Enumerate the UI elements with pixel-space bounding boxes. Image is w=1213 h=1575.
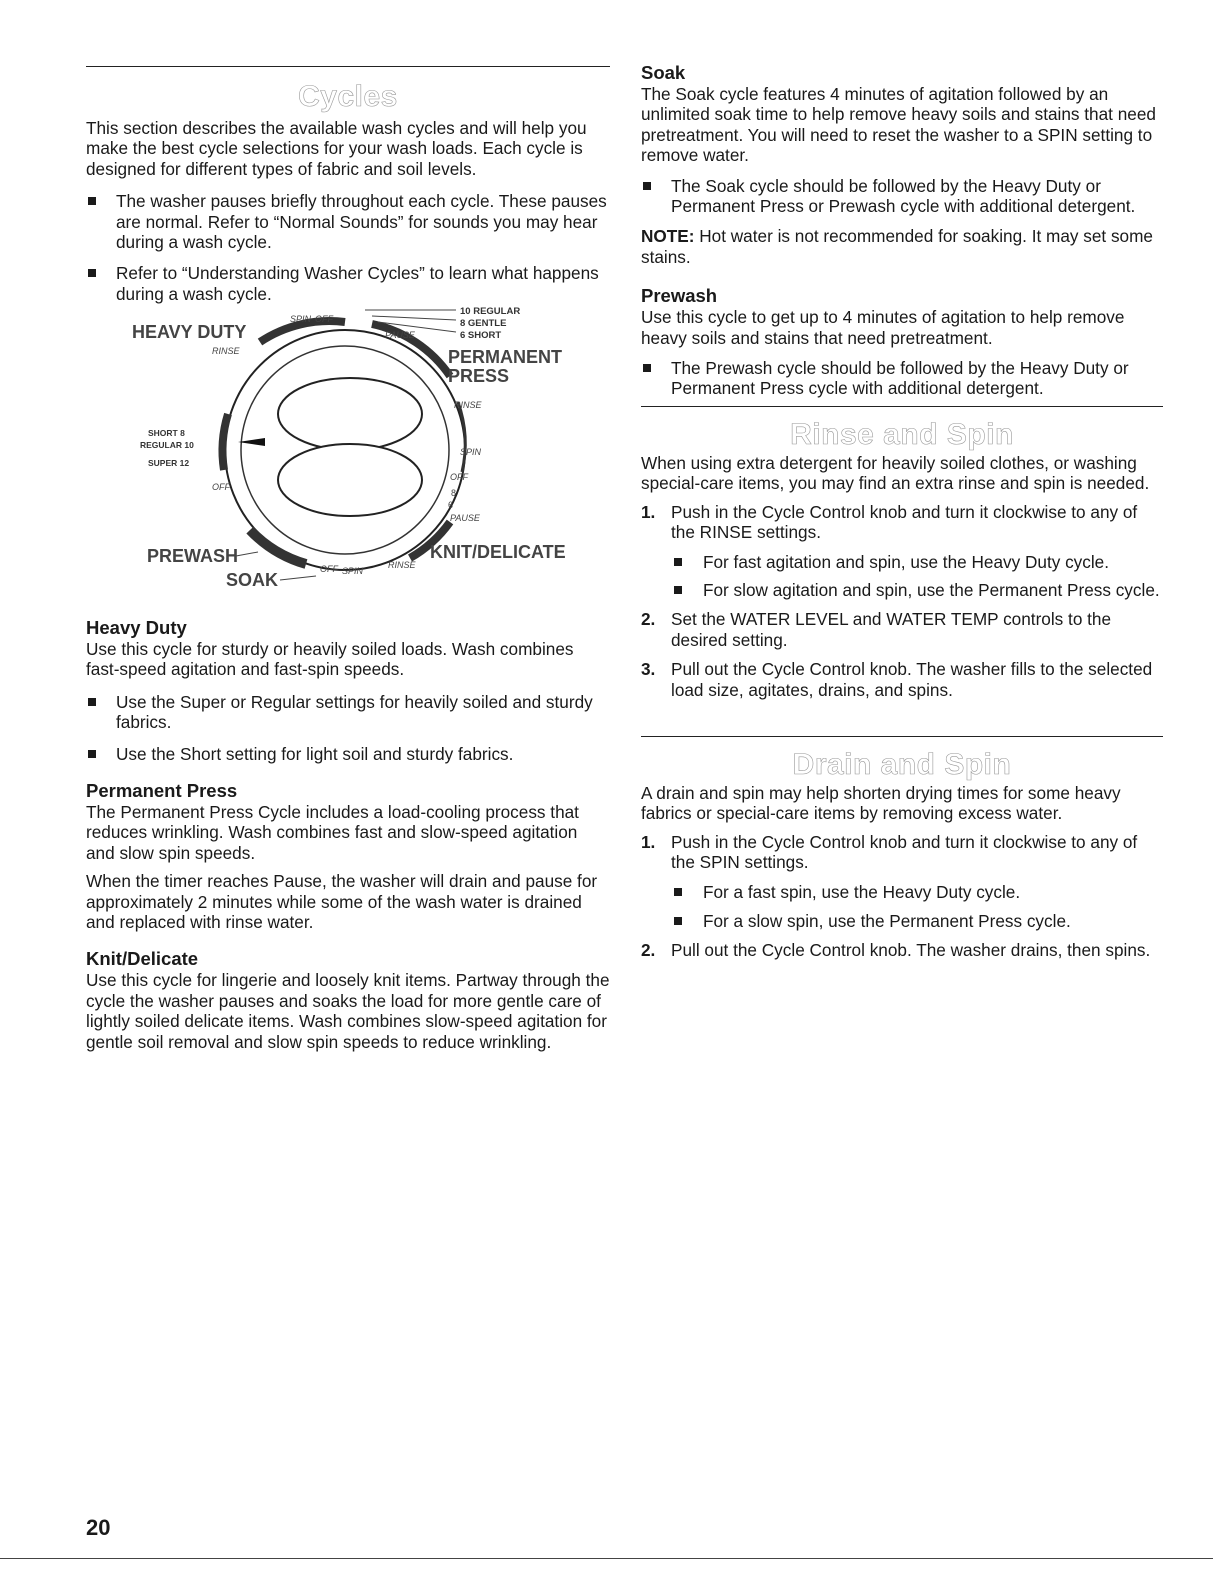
label-knit-delicate: KNIT/DELICATE xyxy=(430,542,566,562)
list-item: The Soak cycle should be followed by the Heavy Duty or Permanent Press or Prewash cycle with additional detergent. xyxy=(641,176,1163,217)
list-item: 2. Set the WATER LEVEL and WATER TEMP controls to the desired setting. xyxy=(641,609,1112,650)
list-item: The washer pauses briefly throughout each cycle. These pauses are normal. Refer to “Normal Sounds” for sounds you may hear during a wash cycle. xyxy=(86,191,610,252)
dial-grip-top xyxy=(278,378,422,450)
label-10-regular: 10 REGULAR xyxy=(460,306,521,317)
page-number: 20 xyxy=(86,1515,111,1540)
label-permanent: PERMANENT xyxy=(448,347,563,367)
prewash-text: Use this cycle to get up to 4 minutes of agitation to help remove heavy soils and stains that need pretreatment. xyxy=(641,307,1125,348)
heavy-duty-heading: Heavy Duty xyxy=(86,617,187,638)
leader-8 xyxy=(372,316,456,320)
note-label: NOTE: xyxy=(641,226,695,247)
cycle-control-dial-figure xyxy=(110,302,580,602)
list-item: 2. Pull out the Cycle Control knob. The washer drains, then spins. xyxy=(641,940,1151,961)
permanent-press-text-1: The Permanent Press Cycle includes a load-cooling process that reduces wrinkling. Wash combines fast and slow-speed agitation and slow spin speeds. xyxy=(86,802,579,863)
rinse-spin-intro: When using extra detergent for heavily soiled clothes, or washing special-care items, you may find an extra rinse and spin is needed. xyxy=(641,453,1150,494)
label-soak: SOAK xyxy=(226,570,279,590)
list-item: 1. Push in the Cycle Control knob and turn it clockwise to any of the SPIN settings. xyxy=(641,831,1138,873)
soak-text: The Soak cycle features 4 minutes of agitation followed by an unlimited soak time to help remove heavy soils and stains that need pretreatment. You will need to reset the washer to a SPIN setting to remove water. xyxy=(641,84,1156,166)
dial-grip-bottom xyxy=(278,444,422,516)
label-regular-10: REGULAR 10 xyxy=(140,440,194,450)
label-spin-top: SPIN xyxy=(290,314,312,324)
list-item: For slow agitation and spin, use the Permanent Press cycle. xyxy=(641,580,1163,600)
soak-heading: Soak xyxy=(641,62,686,83)
knit-delicate-heading: Knit/Delicate xyxy=(86,948,199,970)
list-item: Refer to “Understanding Washer Cycles” to learn what happens during a wash cycle. xyxy=(86,263,610,304)
drain-spin-title: Drain and Spin xyxy=(792,748,1012,781)
cycles-title: Cycles xyxy=(298,80,398,113)
label-off-left: OFF xyxy=(212,482,230,492)
label-super-12: SUPER 12 xyxy=(148,458,190,468)
list-item: For a slow spin, use the Permanent Press cycle. xyxy=(641,911,1163,931)
label-heavy-duty: HEAVY DUTY xyxy=(132,322,247,342)
label-spin-right: SPIN xyxy=(460,447,482,457)
leader-prewash xyxy=(236,552,258,556)
prewash-heading: Prewash xyxy=(641,285,718,307)
label-8-gentle: 8 GENTLE xyxy=(460,318,507,329)
label-6-short: 6 SHORT xyxy=(460,330,502,341)
bottom-rule xyxy=(0,1558,1213,1559)
drain-spin-rule xyxy=(641,736,1163,737)
label-off-bottom: OFF xyxy=(320,564,338,574)
label-rinse-top: RINSE xyxy=(212,346,240,356)
rinse-spin-rule xyxy=(641,406,1163,407)
rinse-spin-title: Rinse and Spin xyxy=(790,418,1014,451)
list-item: Use the Short setting for light soil and sturdy fabrics. xyxy=(86,744,610,764)
soak-note: NOTE: Hot water is not recommended for soaking. It may set some stains. xyxy=(641,226,1153,267)
label-rinse-right: RINSE xyxy=(454,400,482,410)
label-6-right: 6 xyxy=(448,500,454,510)
drain-spin-intro: A drain and spin may help shorten drying times for some heavy fabrics or special-care items by removing excess water. xyxy=(641,783,1121,824)
list-item: For a fast spin, use the Heavy Duty cycle. xyxy=(641,882,1163,902)
knit-delicate-text: Use this cycle for lingerie and loosely knit items. Partway through the cycle the washer pauses and soaks the load for more gentle care of lightly soiled delicate items. Wash combines slow-speed agitation for gentle soil removal and slow spin speeds to reduce wrinkling. xyxy=(86,970,610,1052)
label-pause-right: PAUSE xyxy=(450,513,480,523)
label-spin-bottom: SPIN xyxy=(342,566,364,576)
label-rinse-bottom: RINSE xyxy=(388,560,416,570)
list-item: The Prewash cycle should be followed by the Heavy Duty or Permanent Press cycle with additional detergent. xyxy=(641,358,1163,399)
permanent-press-text-2: When the timer reaches Pause, the washer will drain and pause for approximately 2 minutes while some of the wash water is drained and replaced with rinse water. xyxy=(86,871,598,933)
label-pause-top: PAUSE xyxy=(385,330,415,340)
label-press: PRESS xyxy=(448,366,510,386)
label-off-top: OFF xyxy=(315,314,333,324)
list-item: 3. Pull out the Cycle Control knob. The washer fills to the selected load size, agitates, drains, and spins. xyxy=(641,659,1153,700)
permanent-press-heading: Permanent Press xyxy=(86,780,238,802)
heavy-duty-text: Use this cycle for sturdy or heavily soiled loads. Wash combines fast-speed agitation and fast-spin speeds. xyxy=(86,639,574,680)
cycles-section xyxy=(86,80,610,114)
cycles-intro: This section describes the available wash cycles and will help you make the best cycle selections for your wash loads. Each cycle is designed for different types of fabric and soil levels. xyxy=(86,118,587,179)
label-prewash: PREWASH xyxy=(147,546,239,566)
label-off-right: OFF xyxy=(450,472,468,482)
top-rule-left xyxy=(86,66,610,67)
list-item: 1. Push in the Cycle Control knob and turn it clockwise to any of the RINSE settings. xyxy=(641,501,1138,543)
list-item: Use the Super or Regular settings for heavily soiled and sturdy fabrics. xyxy=(86,692,610,733)
label-short-8: SHORT 8 xyxy=(148,428,185,438)
list-item: For fast agitation and spin, use the Heavy Duty cycle. xyxy=(641,552,1163,572)
label-8-right: 8 xyxy=(451,488,457,498)
leader-soak xyxy=(280,576,316,580)
